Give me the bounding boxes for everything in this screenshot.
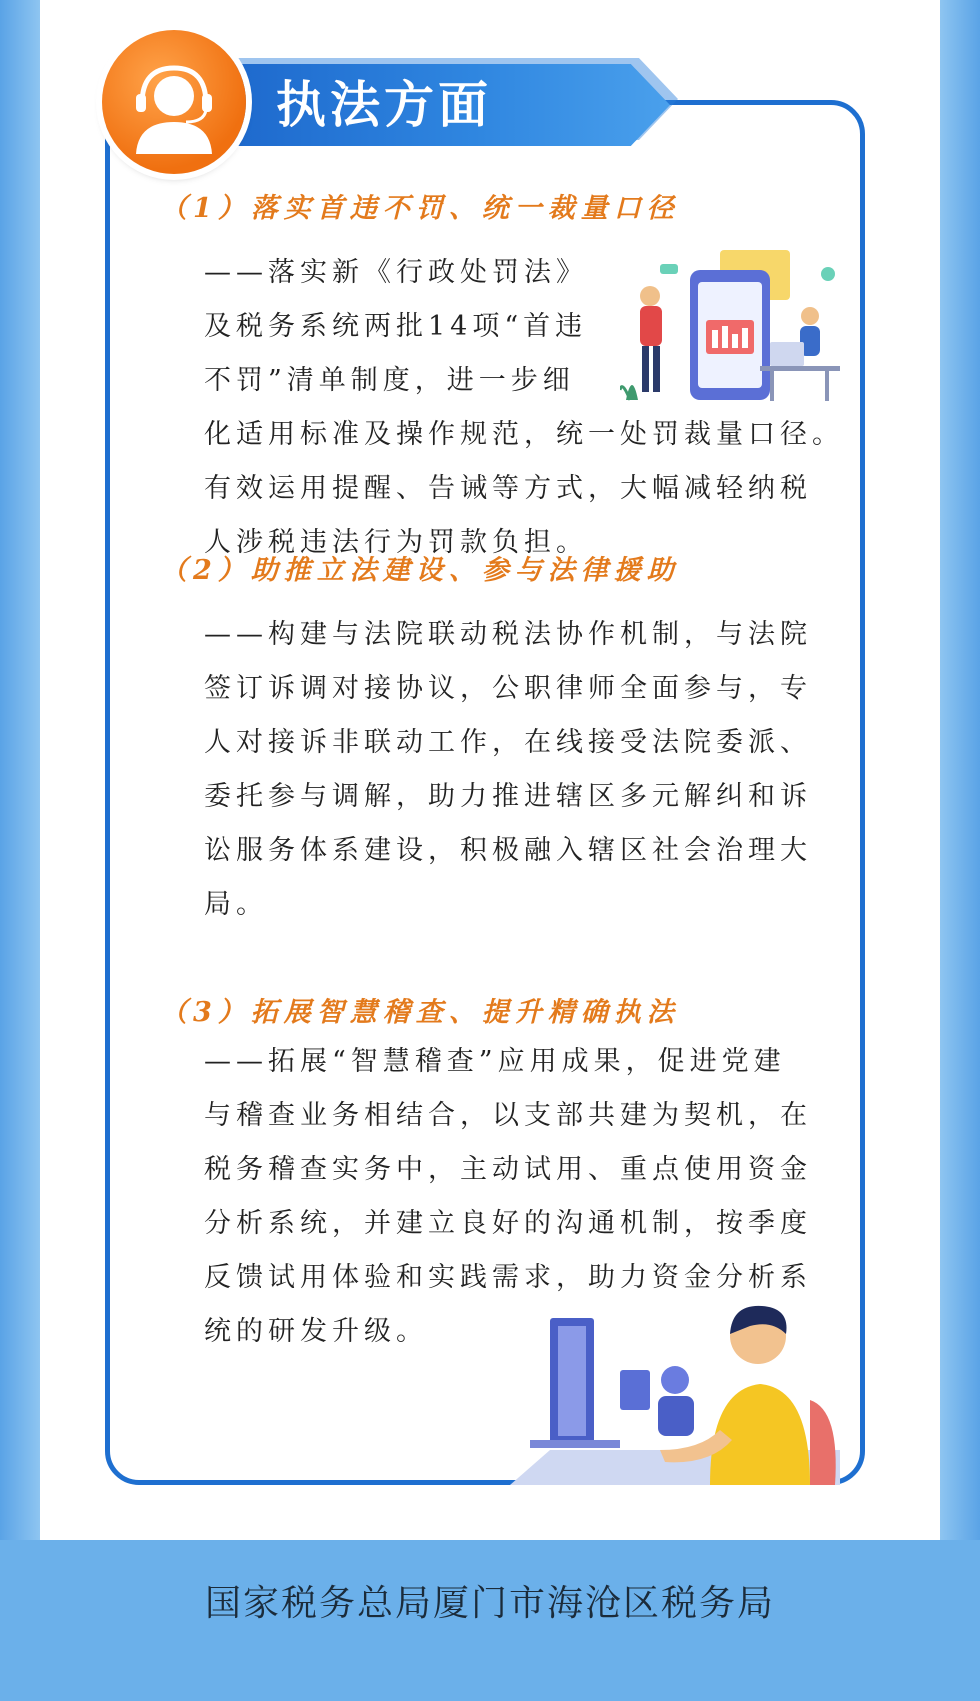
text-line: ——拓展“智慧稽查”应用成果，促进党建	[204, 1046, 786, 1077]
text-line: 化适用标准及操作规范，统一处罚裁量口径。	[204, 419, 844, 450]
text-line: 不罚”清单制度，进一步细	[204, 365, 575, 396]
text-line: 局。	[204, 889, 268, 920]
left-border-band	[0, 0, 40, 1540]
text-line: 统的研发升级。	[204, 1316, 428, 1347]
section-1-heading: （1）落实首违不罚、统一裁量口径	[160, 193, 680, 224]
text-line: 税务稽查实务中，主动试用、重点使用资金	[204, 1154, 812, 1185]
text-line: 反馈试用体验和实践需求，助力资金分析系	[204, 1262, 812, 1293]
text-line: 签订诉调对接协议，公职律师全面参与，专	[204, 673, 812, 704]
text-line: 讼服务体系建设，积极融入辖区社会治理大	[204, 835, 812, 866]
computer-workers-illustration	[510, 1300, 840, 1485]
text-line: 人涉税违法行为罚款负担。	[204, 527, 588, 558]
section-2-body	[204, 608, 824, 932]
text-line: 有效运用提醒、告诫等方式，大幅减轻纳税	[204, 473, 812, 504]
text-line: 分析系统，并建立良好的沟通机制，按季度	[204, 1208, 812, 1239]
text-line: ——落实新《行政处罚法》	[204, 257, 588, 288]
headset-person-icon	[102, 30, 246, 174]
page-title: 执法方面	[276, 76, 492, 134]
text-line: 委托参与调解，助力推进辖区多元解纠和诉	[204, 781, 812, 812]
section-3-heading: （3）拓展智慧稽查、提升精确执法	[160, 997, 680, 1028]
text-line: 与稽查业务相结合，以支部共建为契机，在	[204, 1100, 812, 1131]
section-2-heading: （2）助推立法建设、参与法律援助	[160, 555, 680, 586]
text-line: ——构建与法院联动税法协作机制，与法院	[204, 619, 812, 650]
text-line: 及税务系统两批14项“首违	[204, 311, 588, 342]
right-border-band	[940, 0, 980, 1540]
footer-organization: 国家税务总局厦门市海沧区税务局	[204, 1583, 775, 1624]
text-line: 人对接诉非联动工作，在线接受法院委派、	[204, 727, 812, 758]
office-presentation-illustration	[620, 250, 840, 420]
